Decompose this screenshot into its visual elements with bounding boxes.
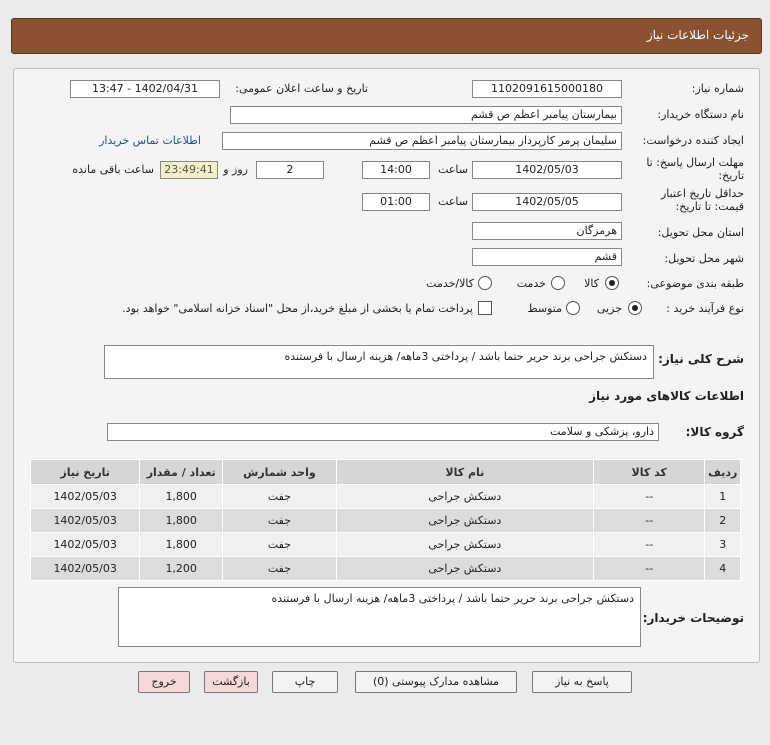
- province-field: هرمزگان: [472, 222, 622, 240]
- deadline-date-field: 1402/05/03: [472, 161, 622, 179]
- validity-date-field: 1402/05/05: [472, 193, 622, 211]
- buyer-notes-field: دستکش جراحی برند حریر حتما باشد / پرداختی 3ماهه/ هزینه ارسال با فرستنده: [118, 587, 641, 647]
- process-medium-label: متوسط: [527, 302, 562, 315]
- cell-qty: 1,800: [140, 533, 223, 557]
- description-field: دستکش جراحی برند حریر حتما باشد / پرداختی 3ماهه/ هزینه ارسال با فرستنده: [104, 345, 654, 379]
- days-field: 2: [256, 161, 324, 179]
- cell-qty: 1,200: [140, 557, 223, 581]
- goods-table: [30, 459, 741, 581]
- goods-group-label: گروه کالا:: [685, 425, 744, 439]
- validity-label-line1: حداقل تاریخ اعتبار: [660, 187, 744, 200]
- goods-section-title: اطلاعات کالاهای مورد نیاز: [589, 389, 744, 403]
- cell-name: دستکش جراحی: [336, 485, 593, 509]
- treasury-checkbox[interactable]: [478, 301, 492, 315]
- treasury-text: پرداخت تمام یا بخشی از مبلغ خرید،از محل "اسناد خزانه اسلامی" خواهد بود.: [122, 302, 473, 315]
- province-label: استان محل تحویل:: [657, 226, 744, 239]
- description-label: شرح کلی نیاز:: [658, 352, 744, 366]
- table-row: [31, 509, 741, 533]
- creator-label: ایجاد کننده درخواست:: [642, 134, 744, 147]
- validity-label-line2: قیمت: تا تاریخ:: [675, 200, 744, 213]
- deadline-label-line1: مهلت ارسال پاسخ: تا: [646, 156, 744, 169]
- deadline-label-line2: تاریخ:: [718, 169, 744, 182]
- buyer-notes-label: توضیحات خریدار:: [642, 611, 744, 625]
- category-radio-service[interactable]: [551, 276, 565, 290]
- buyer-org-label: نام دستگاه خریدار:: [657, 108, 744, 121]
- table-row: [31, 557, 741, 581]
- process-label: نوع فرآیند خرید :: [666, 302, 744, 315]
- cell-unit: جفت: [223, 509, 337, 533]
- remaining-time-field: 23:49:41: [160, 161, 218, 179]
- col-name-header: نام کالا: [336, 460, 593, 485]
- col-date-header: تاریخ نیاز: [31, 460, 140, 485]
- validity-time-field: 01:00: [362, 193, 430, 211]
- cell-code: --: [593, 533, 704, 557]
- cell-unit: جفت: [223, 533, 337, 557]
- cell-name: دستکش جراحی: [336, 557, 593, 581]
- cell-date: 1402/05/03: [31, 533, 140, 557]
- category-goods-label: کالا: [584, 277, 599, 290]
- col-code-header: کد کالا: [593, 460, 704, 485]
- validity-time-label: ساعت: [438, 195, 468, 208]
- cell-name: دستکش جراحی: [336, 533, 593, 557]
- announce-datetime-field: 1402/04/31 - 13:47: [70, 80, 220, 98]
- cell-code: --: [593, 485, 704, 509]
- remaining-label: ساعت باقی مانده: [72, 163, 154, 176]
- buyer-org-field: بیمارستان پیامبر اعظم ص قشم: [230, 106, 622, 124]
- need-number-field: 1102091615000180: [472, 80, 622, 98]
- announce-label: تاریخ و ساعت اعلان عمومی:: [235, 82, 368, 95]
- cell-row: 1: [705, 485, 741, 509]
- cell-qty: 1,800: [140, 509, 223, 533]
- process-radio-minor[interactable]: [628, 301, 642, 315]
- table-row: [31, 533, 741, 557]
- cell-row: 3: [705, 533, 741, 557]
- cell-name: دستکش جراحی: [336, 509, 593, 533]
- city-field: قشم: [472, 248, 622, 266]
- creator-field: سلیمان پرمر کارپرداز بیمارستان پیامبر اعظم ص قشم: [222, 132, 622, 150]
- cell-row: 2: [705, 509, 741, 533]
- cell-code: --: [593, 557, 704, 581]
- attachments-button[interactable]: مشاهده مدارک پیوستی (0): [355, 671, 517, 693]
- process-radio-medium[interactable]: [566, 301, 580, 315]
- exit-button[interactable]: خروج: [138, 671, 190, 693]
- cell-row: 4: [705, 557, 741, 581]
- cell-qty: 1,800: [140, 485, 223, 509]
- cell-date: 1402/05/03: [31, 509, 140, 533]
- reply-button[interactable]: پاسخ به نیاز: [532, 671, 632, 693]
- col-qty-header: تعداد / مقدار: [140, 460, 223, 485]
- category-service-label: خدمت: [516, 277, 546, 290]
- col-row-header: ردیف: [705, 460, 741, 485]
- goods-group-field: دارو، پزشکی و سلامت: [107, 423, 659, 441]
- table-row: [31, 485, 741, 509]
- need-number-label: شماره نیاز:: [691, 82, 744, 95]
- goods-table-header: [31, 460, 741, 485]
- cell-code: --: [593, 509, 704, 533]
- city-label: شهر محل تحویل:: [664, 252, 744, 265]
- cell-unit: جفت: [223, 557, 337, 581]
- cell-unit: جفت: [223, 485, 337, 509]
- category-radio-goods[interactable]: [605, 276, 619, 290]
- col-unit-header: واحد شمارش: [223, 460, 337, 485]
- window-title-bar: [11, 18, 762, 54]
- process-minor-label: جزیی: [596, 302, 622, 315]
- deadline-time-field: 14:00: [362, 161, 430, 179]
- back-button[interactable]: بازگشت: [204, 671, 258, 693]
- contact-info-link[interactable]: اطلاعات تماس خریدار: [99, 134, 201, 147]
- window-title: جزئیات اطلاعات نیاز: [646, 28, 749, 42]
- deadline-time-label: ساعت: [438, 163, 468, 176]
- cell-date: 1402/05/03: [31, 485, 140, 509]
- cell-date: 1402/05/03: [31, 557, 140, 581]
- category-label: طبقه بندی موضوعی:: [646, 277, 744, 290]
- category-goods-service-label: کالا/خدمت: [426, 277, 474, 290]
- print-button[interactable]: چاپ: [272, 671, 338, 693]
- days-label: روز و: [223, 163, 248, 176]
- category-radio-goods-service[interactable]: [478, 276, 492, 290]
